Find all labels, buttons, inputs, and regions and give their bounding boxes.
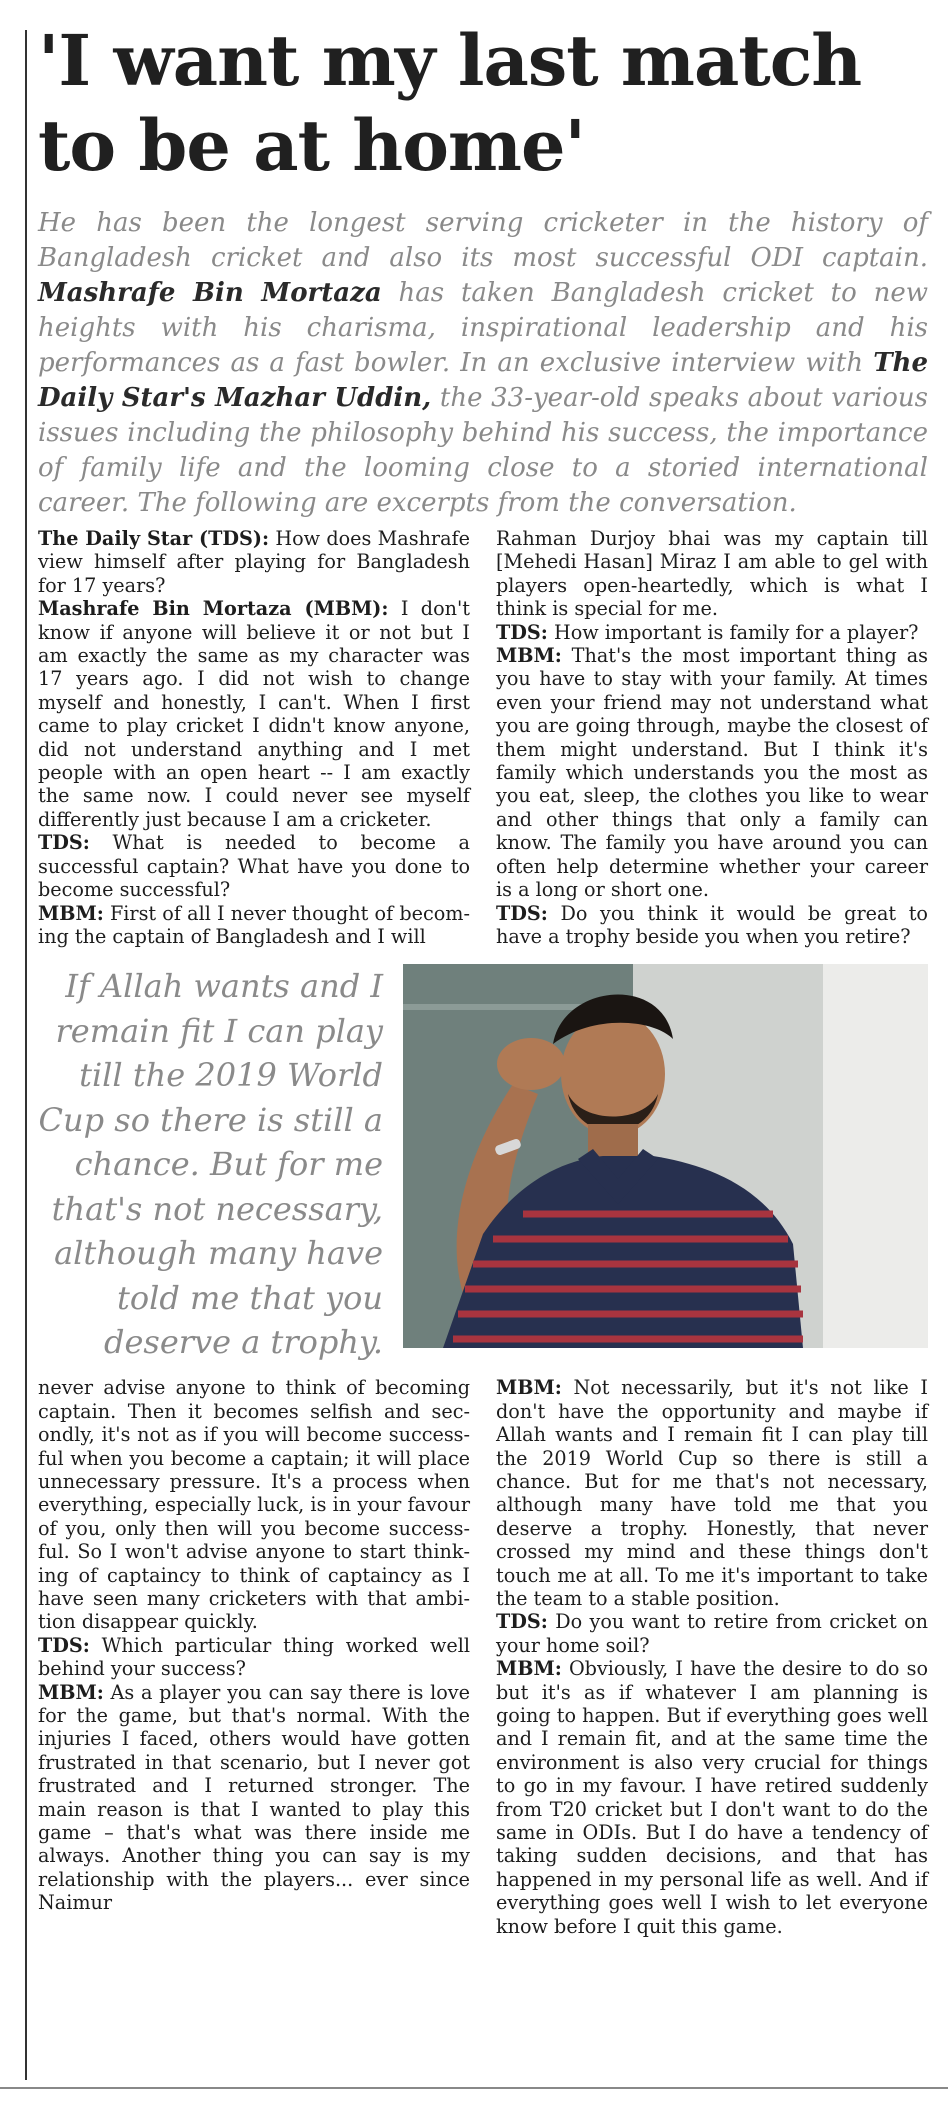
qa-paragraph [496, 1657, 928, 1938]
speaker-label: MBM: [38, 1680, 104, 1704]
column-bottom-right [496, 1376, 928, 1938]
column-bottom-left [38, 1376, 470, 1938]
headline: 'I want my last match to be at home' [38, 19, 862, 187]
speaker-label: MBM: [38, 901, 104, 925]
qa-paragraph [38, 902, 470, 949]
qa-paragraph [38, 597, 470, 831]
qa-paragraph [38, 1634, 470, 1681]
qa-text: Do you think it would be great to have a trophy beside you when you retire? [496, 901, 928, 948]
qa-paragraph [496, 644, 928, 901]
column-top-right [496, 527, 928, 948]
qa-text: Rahman Durjoy bhai was my captain till [Mehedi Hasan] Miraz I am able to gel with players open-heartedly, which is what I think is special for me. [496, 527, 928, 621]
top-columns [38, 527, 928, 948]
speaker-label: TDS: [496, 901, 548, 925]
pullquote-photo-band [38, 964, 928, 1362]
left-column-rule [25, 30, 27, 2080]
speaker-label: TDS: [496, 620, 548, 644]
qa-text: How does Mashrafe view himself after playing for Bangladesh for 17 years? [38, 527, 470, 597]
speaker-label: Mashrafe Bin Mortaza (MBM): [38, 597, 389, 621]
qa-text: Obviously, I have the desire to do so but it's as if whatever I am planning is going to happen. But if everything goes well and I remain fit, and at the same time the environment is also very crucial for things to go in my favour. I have retired suddenly from T20 cricket but I don't want to do the same in ODIs. But I do have a tendency of taking sudden decisions, and that has happened in my personal life as well. And if everything goes well I wish to let everyone know before I quit this game. [496, 1657, 928, 1938]
intro-standfirst [38, 206, 928, 521]
qa-text: What is needed to become a successful captain? What have you done to become successful? [38, 831, 470, 902]
qa-paragraph [496, 902, 928, 949]
qa-text: First of all I never thought of becoming the captain of Bangladesh and I will [38, 901, 470, 948]
intro-part-3: the 33-year-old speaks about various issues including the philosophy behind his success, the importance of family life and the looming close to a storied international career. The following are excerpts from the conversation. [38, 383, 929, 518]
speaker-label: TDS: [38, 1633, 90, 1657]
speaker-label: TDS: [496, 1610, 548, 1634]
speaker-label: The Daily Star (TDS): [38, 527, 270, 550]
speaker-label: MBM: [496, 644, 562, 668]
pull-quote: If Allah wants and I remain fit I can play till the 2019 World Cup so there is still a chance. But for me that's not necessary, although many have told me that you deserve a trophy. [38, 967, 383, 1362]
bottom-columns [38, 1376, 928, 1938]
qa-paragraph [38, 1376, 470, 1633]
qa-text: I don't know if anyone will believe it or not but I am exactly the same as my character was 17 years ago. I did not wish to change myself and honestly, I can't. When I first came to play cricket I didn't know anyone, did not understand anything and I met people with an open heart -- I am exactly the same now. I could never see myself differently just because I am a cricketer. [38, 597, 470, 831]
intro-part-2: has taken Bangladesh cricket to new heights with his charisma, inspirational leadership and his performances as a fast bowler. In an exclusive interview with [38, 278, 928, 378]
article [38, 18, 928, 1938]
column-top-left [38, 527, 470, 948]
qa-text: As a player you can say there is love for the game, but that's normal. With the injuries I faced, others would have gotten frustrated in that scenario, but I never got frustrated and I returned stronger. The main reason is that I wanted to play this game – that's what was there inside me always. Another thing you can say is my relationship with the players... ever since Naimur [38, 1680, 470, 1915]
qa-paragraph [496, 1376, 928, 1610]
qa-paragraph [38, 831, 470, 901]
qa-paragraph [496, 527, 928, 621]
qa-paragraph [496, 621, 928, 644]
player-photo-illustration [403, 964, 928, 1348]
speaker-label: MBM: [496, 1376, 562, 1400]
qa-paragraph [496, 1610, 928, 1657]
qa-text: never advise anyone to think of becoming captain. Then it becomes selfish and secondly, it's not as if you will become successful when you become a captain; it will place unnecessary pressure. It's a process when everything, especially luck, is in your favour of you, only then will you become successful. So I won't advise anyone to start thinking of captaincy to think of captaincy as I have seen many cricketers with that ambition disappear quickly. [38, 1376, 470, 1634]
speaker-label: TDS: [38, 831, 90, 855]
intro-subject-name: Mashrafe Bin Mortaza [38, 278, 382, 308]
qa-text: Which particular thing worked well behind your success? [38, 1633, 470, 1681]
intro-part-1: He has been the longest serving cricketer in the history of Bangladesh cricket and also its most successful ODI captain. [38, 208, 928, 273]
qa-text: That's the most important thing as you have to stay with your family. At times even your friend may not understand what you are going through, maybe the closest of them might understand. But I think it's family which understands you the most as you eat, sleep, the clothes you like to wear and other things that only a family can know. The family you have around you can often help determine whether your career is a long or short one. [496, 644, 928, 902]
qa-paragraph [38, 1681, 470, 1915]
qa-text: Do you want to retire from cricket on your home soil? [496, 1610, 928, 1657]
bottom-rule [0, 2087, 948, 2089]
speaker-label: MBM: [496, 1657, 562, 1681]
qa-paragraph [38, 527, 470, 597]
intro-interviewer: The Daily Star's Mazhar Uddin, [38, 348, 928, 413]
qa-text: Not necessarily, but it's not like I don't have the opportunity and maybe if Allah wants and I remain fit I can play till the 2019 World Cup so there is still a chance. But for me that's not necessary, although many have told me that you deserve a trophy. Honestly, that never crossed my mind and these things don't touch me at all. To me it's important to take the team to a stable position. [496, 1376, 928, 1610]
qa-text: How important is family for a player? [547, 620, 919, 644]
player-photo [403, 964, 928, 1348]
